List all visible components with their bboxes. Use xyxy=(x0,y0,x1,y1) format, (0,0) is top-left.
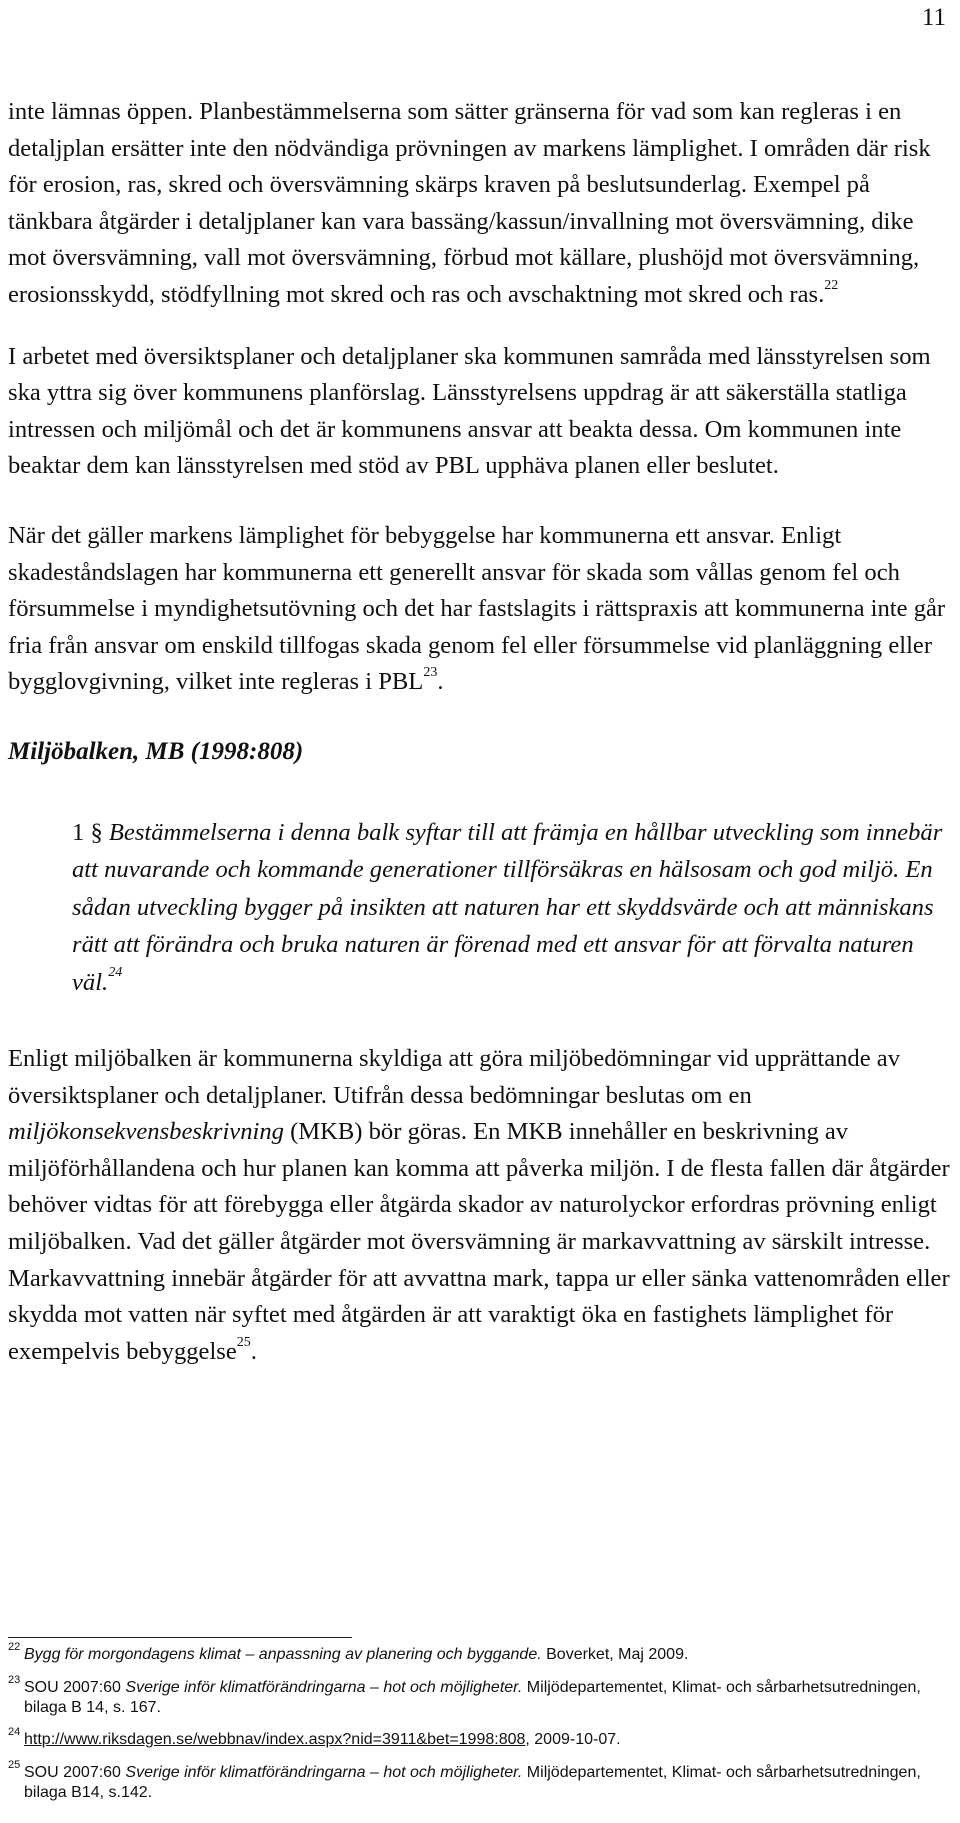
footnote-title: Sverige inför klimatförändringarna – hot och möjligheter. xyxy=(125,1764,523,1781)
paragraph-county-board: I arbetet med översiktsplaner och detaljplaner ska kommunen samråda med länsstyrelsen som ska yttra sig över kommunens planförslag. Länsstyrelsens uppdrag är att säkerställa statliga intressen och miljömål och det är kommunens ansvar att beakta dessa. Om kommunen inte beaktar dem kan länsstyrelsen med stöd av PBL upphäva planen eller beslutet. xyxy=(8,342,931,480)
footnote-number: 24 xyxy=(8,1726,21,1738)
footnote-text: Boverket, Maj 2009. xyxy=(541,1646,689,1663)
paragraph-end: . xyxy=(437,668,444,696)
footnote-prefix: SOU 2007:60 xyxy=(24,1764,126,1781)
page-number: 11 xyxy=(921,4,946,31)
footnote-ref-24[interactable]: 24 xyxy=(108,965,123,981)
footnote-ref-25[interactable]: 25 xyxy=(236,1334,251,1350)
footnote-23 xyxy=(8,1674,953,1718)
footnote-text: Miljödepartementet, Klimat- och sårbarhetsutredningen, bilaga B 14, s. 167. xyxy=(24,1679,921,1716)
law-quote xyxy=(72,814,953,1001)
footnote-link[interactable]: http://www.riksdagen.se/webbnav/index.aspx?nid=3911&bet=1998:808 xyxy=(24,1731,526,1748)
footnote-prefix: SOU 2007:60 xyxy=(24,1679,126,1696)
paragraph-text: Enligt miljöbalken är kommunerna skyldiga att göra miljöbedömningar vid upprättande av översiktsplaner och detaljplaner. Utifrån dessa bedömningar beslutas om en xyxy=(8,1044,900,1109)
quote-text: Bestämmelserna i denna balk syftar till att främja en hållbar utveckling som innebär att nuvarande och kommande generationer tillförsäkras en hälsosam och god miljö. En sådan utveckling bygger på insikten att naturen har ett skyddsvärde och att människans rätt att förändra och bruka naturen är förenad med ett ansvar för att förvalta naturen väl. xyxy=(72,818,943,996)
paragraph-municipal-liability xyxy=(8,518,953,701)
footnote-text: , 2009-10-07. xyxy=(525,1731,621,1748)
footnote-title: Sverige inför klimatförändringarna – hot och möjligheter. xyxy=(125,1679,523,1696)
footnote-25 xyxy=(8,1759,953,1803)
footnote-24 xyxy=(8,1726,953,1750)
paragraph-text: inte lämnas öppen. Planbestämmelserna som sätter gränserna för vad som kan regleras i en detaljplan ersätter inte den nödvändiga prövningen av markens lämplighet. I områden där risk för erosion, ras, skred och översvämning skärps kraven på beslutsunderlag. Exempel på tänkbara åtgärder i detaljplaner kan vara bassäng/kassun/invallning mot översvämning, dike mot översvämning, vall mot översvämning, förbud mot källare, plushöjd mot översvämning, erosionsskydd, stödfyllning mot skred och ras och avschaktning mot skred och ras. xyxy=(8,98,931,308)
footnotes xyxy=(8,1641,953,1815)
paragraph-planning-regulations xyxy=(8,94,953,314)
section-sign: § xyxy=(90,818,103,846)
footnote-ref-23[interactable]: 23 xyxy=(423,665,438,681)
footnote-number: 22 xyxy=(8,1641,21,1653)
paragraph-text: När det gäller markens lämplighet för bebyggelse har kommunerna ett ansvar. Enligt skadeståndslagen har kommunerna ett generellt ansvar för skada som vållas genom fel och försummelse i myndighetsutövning och det har fastslagits i rättspraxis att kommunerna inte går fria från ansvar om enskild tillfogas skada genom fel eller försummelse vid planläggning eller bygglovgivning, vilket inte regleras i PBL xyxy=(8,521,946,696)
emphasis-term: miljökonsekvensbeskrivning xyxy=(8,1118,284,1146)
footnote-ref-22[interactable]: 22 xyxy=(824,277,839,293)
footnote-22 xyxy=(8,1641,953,1665)
footnote-text: Miljödepartementet, Klimat- och sårbarhetsutredningen, bilaga B14, s.142. xyxy=(24,1764,921,1801)
section-number: 1 xyxy=(72,818,85,846)
paragraph-text-continued: (MKB) bör göras. En MKB innehåller en beskrivning av miljöförhållandena och hur planen kan komma att påverka miljön. I de flesta fallen där åtgärder behöver vidtas för att förebygga eller åtgärda skador av naturolyckor erfordras prövning enligt miljöbalken. Vad det gäller åtgärder mot översvämning är markavvattning av särskilt intresse. Markavvattning innebär åtgärder för att avvattna mark, tappa ur eller sänka vattenområden eller skydda mot vatten när syftet med åtgärden är att varaktigt öka en fastighets lämplighet för exempelvis bebyggelse xyxy=(8,1118,950,1365)
footnote-title: Bygg för morgondagens klimat – anpassning av planering och byggande. xyxy=(24,1646,542,1663)
footnote-number: 25 xyxy=(8,1759,21,1771)
paragraph-environmental-code xyxy=(8,1041,953,1370)
paragraph-end: . xyxy=(250,1337,257,1365)
page-body xyxy=(8,94,953,1370)
footnote-separator xyxy=(8,1637,352,1638)
footnote-number: 23 xyxy=(8,1674,21,1686)
section-heading: Miljöbalken, MB (1998:808) xyxy=(8,737,304,765)
